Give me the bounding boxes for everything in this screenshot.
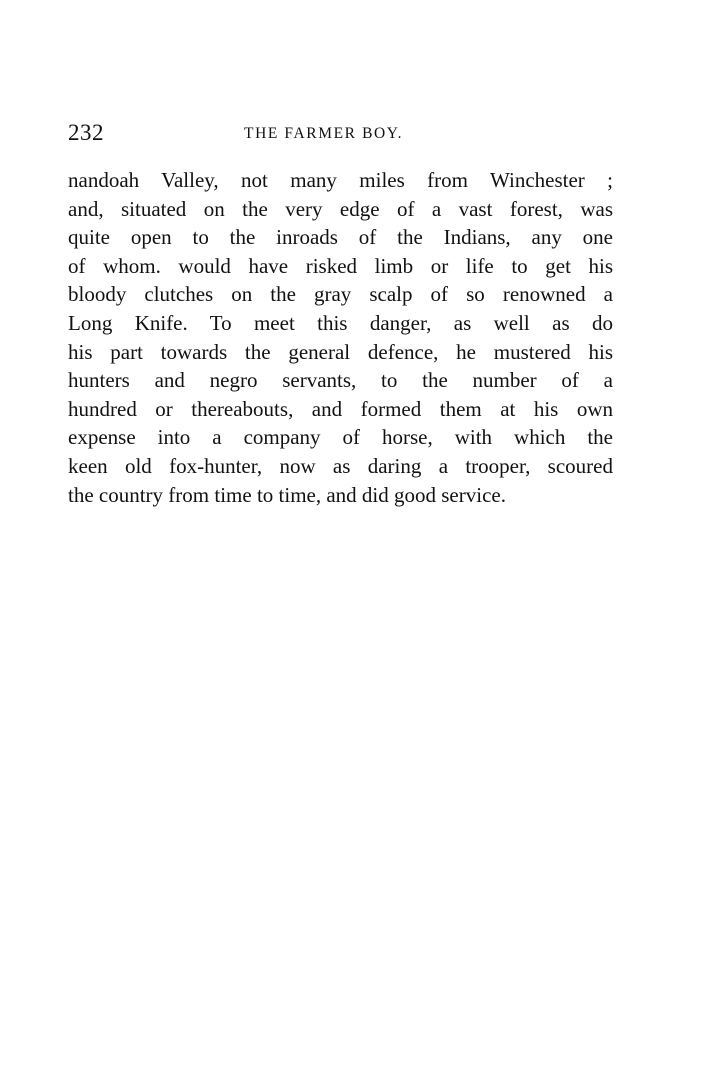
text-line: bloody clutches on the gray scalp of so renowned a — [68, 282, 613, 307]
text-line: hundred or thereabouts, and formed them at his own — [68, 396, 613, 421]
body-paragraph — [68, 166, 613, 509]
text-line: keen old fox-hunter, now as daring a trooper, scoured — [68, 453, 613, 478]
text-line: expense into a company of horse, with which the — [68, 425, 613, 450]
text-line: hunters and negro servants, to the number of a — [68, 368, 613, 393]
text-line: nandoah Valley, not many miles from Winchester ; — [68, 168, 613, 192]
text-line: quite open to the inroads of the Indians, any one — [68, 225, 613, 250]
text-line: Long Knife. To meet this danger, as well as do — [68, 310, 613, 335]
text-line: the country from time to time, and did good service. — [68, 482, 506, 507]
page-header — [68, 120, 613, 150]
text-line: of whom. would have risked limb or life to get his — [68, 253, 613, 278]
running-title: THE FARMER BOY. — [244, 125, 404, 142]
text-line: his part towards the general defence, he mustered his — [68, 339, 613, 364]
page-number: 232 — [68, 120, 104, 145]
text-line: and, situated on the very edge of a vast forest, was — [68, 196, 613, 221]
